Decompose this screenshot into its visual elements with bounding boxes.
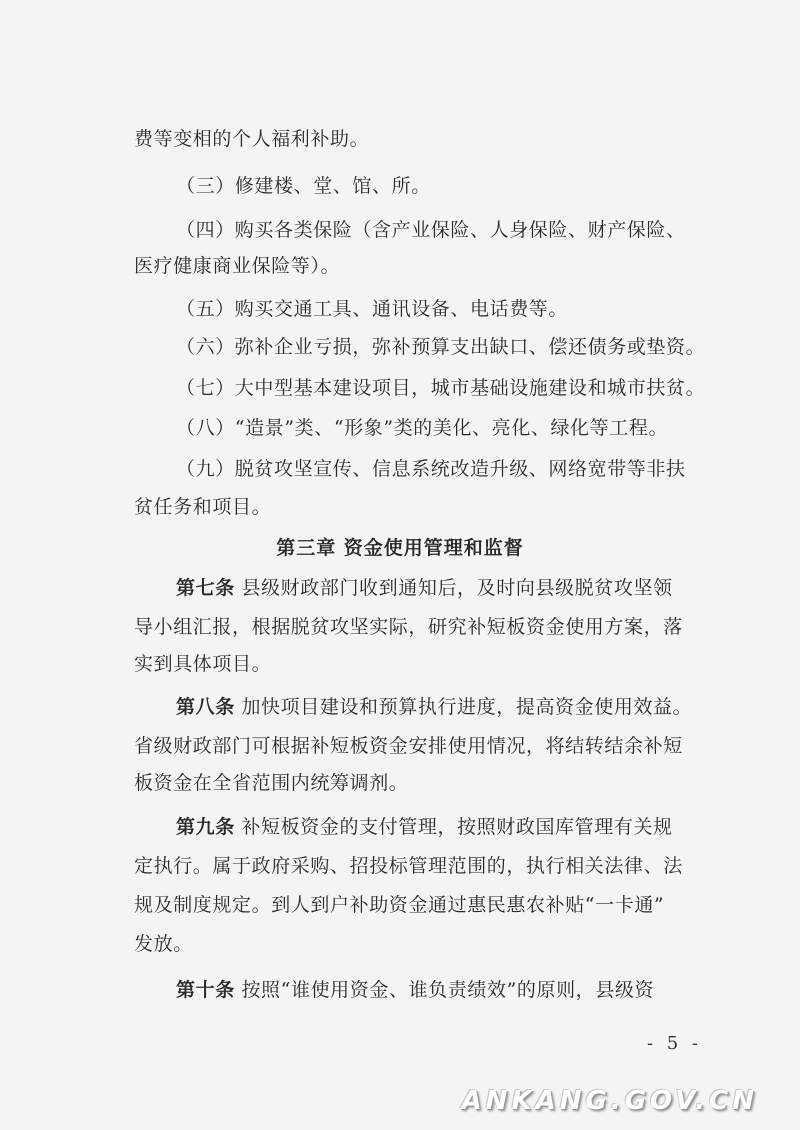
page-number: - 5 - [646,1033,702,1054]
item-9: （九）脱贫攻坚宣传、信息系统改造升级、网络宽带等非扶 [176,458,686,480]
item-4-cont: 医疗健康商业保险等）。 [134,255,341,277]
article-10 [176,977,654,1003]
article-7-line-3: 实到具体项目。 [134,653,272,675]
item-3: （三）修建楼、堂、馆、所。 [176,175,431,197]
article-text: 按照“谁使用资金、谁负责绩效”的原则，县级资 [241,979,655,1001]
chapter-heading: 第三章 资金使用管理和监督 [276,537,524,559]
article-text: 补短板资金的支付管理，按照财政国库管理有关规 [241,816,673,838]
article-text: 县级财政部门收到通知后，及时向县级脱贫攻坚领 [241,577,673,599]
text-line-1: 费等变相的个人福利补助。 [134,128,370,150]
item-4: （四）购买各类保险（含产业保险、人身保险、财产保险、 [176,219,686,241]
watermark: ANKANG.GOV.CN [461,1086,758,1116]
article-9-line-2: 定执行。属于政府采购、招投标管理范围的，执行相关法律、法 [134,855,683,877]
article-8-line-3: 板资金在全省范围内统筹调剂。 [134,772,409,794]
article-label: 第八条 [176,696,235,718]
item-8: （八）“造景”类、“形象”类的美化、亮化、绿化等工程。 [176,417,669,439]
article-label: 第十条 [176,979,235,1001]
item-5: （五）购买交通工具、通讯设备、电话费等。 [176,298,569,320]
article-7-line-2: 导小组汇报，根据脱贫攻坚实际，研究补短板资金使用方案，落 [134,616,683,638]
article-7 [176,575,673,601]
article-9-line-3: 规及制度规定。到人到户补助资金通过惠民惠农补贴“一卡通” [134,894,665,916]
article-9 [176,814,673,840]
item-7: （七）大中型基本建设项目，城市基础设施建设和城市扶贫。 [176,377,706,399]
article-label: 第九条 [176,816,235,838]
article-8 [176,694,692,720]
item-9-cont: 贫任务和项目。 [134,496,272,518]
article-9-line-4: 发放。 [134,933,193,955]
article-label: 第七条 [176,577,235,599]
article-text: 加快项目建设和预算执行进度，提高资金使用效益。 [241,696,693,718]
article-8-line-2: 省级财政部门可根据补短板资金安排使用情况，将结转结余补短 [134,735,683,757]
item-6: （六）弥补企业亏损，弥补预算支出缺口、偿还债务或垫资。 [176,336,706,358]
